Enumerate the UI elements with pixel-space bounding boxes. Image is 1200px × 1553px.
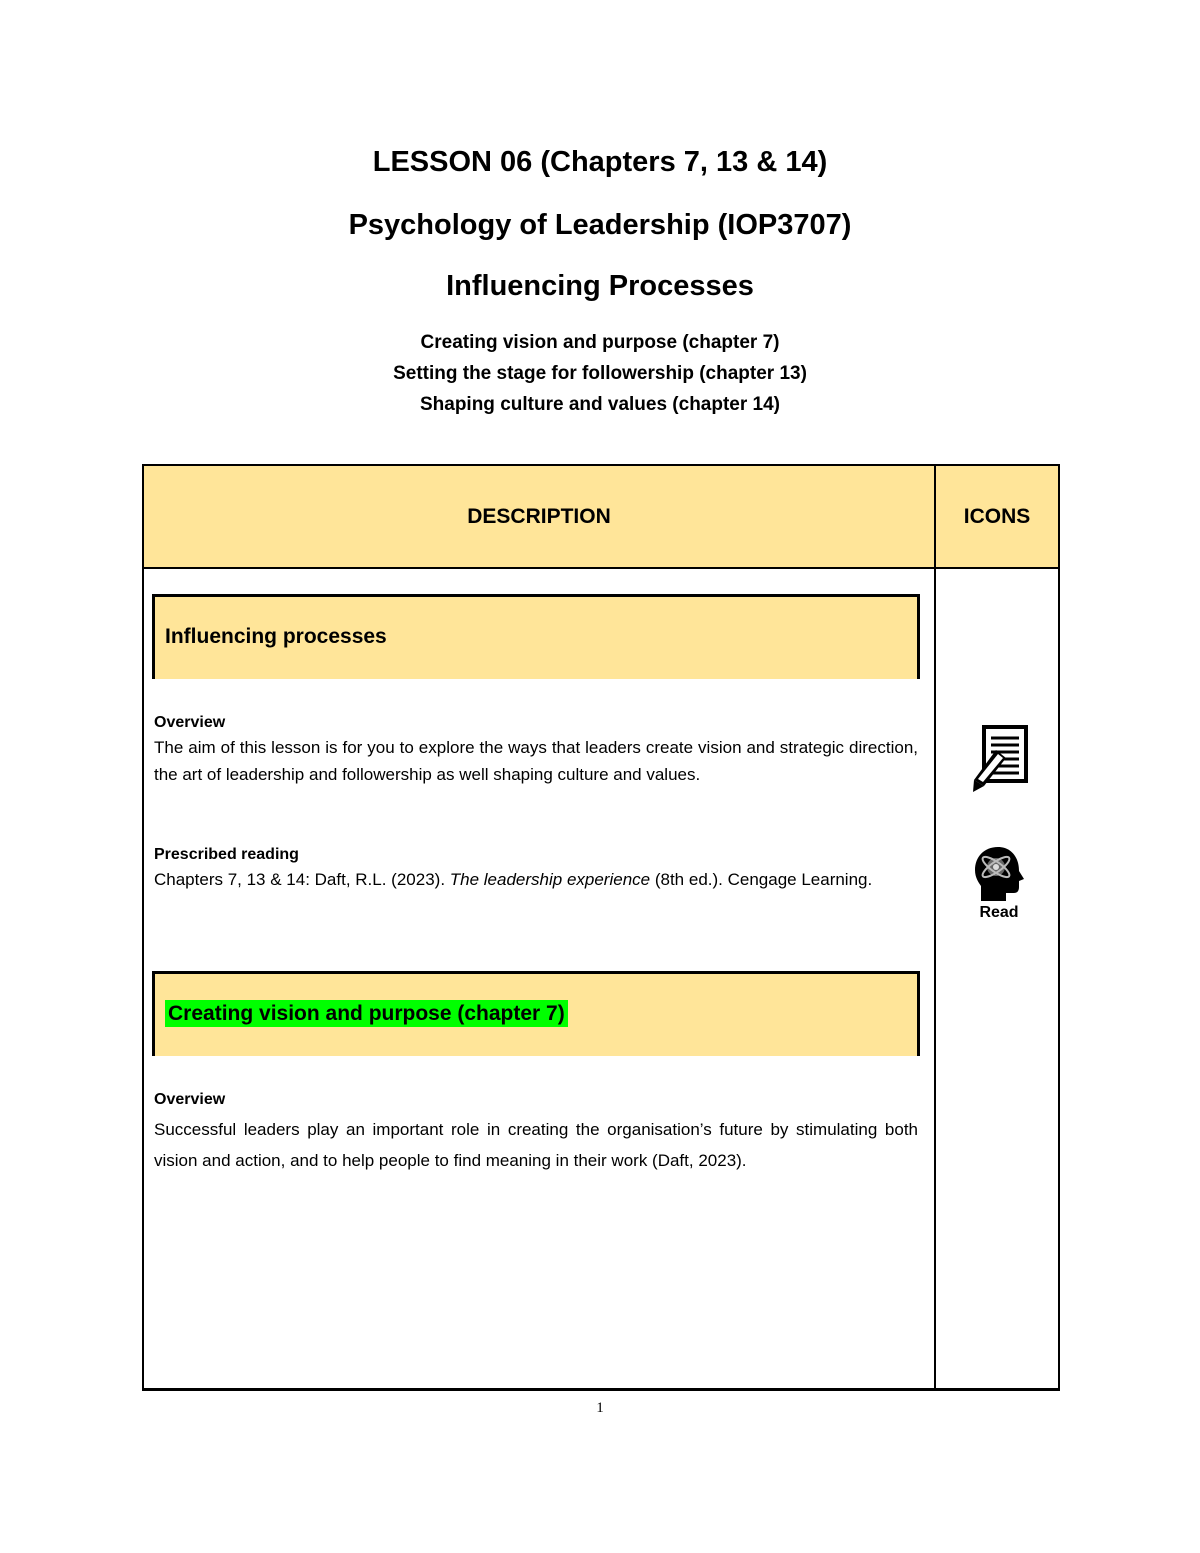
- head-read-icon: [970, 845, 1028, 908]
- table-header: [144, 466, 1058, 569]
- subtopic-1: Creating vision and purpose (chapter 7): [420, 332, 780, 353]
- col-icons-header: ICONS: [963, 504, 1031, 528]
- section-title-vision-highlight: Creating vision and purpose (chapter 7): [165, 1000, 568, 1027]
- section-title-influencing: Influencing processes: [165, 625, 387, 648]
- reading-book-title: The leadership experience: [449, 870, 651, 889]
- column-divider: [934, 466, 936, 1388]
- overview-text-1: The aim of this lesson is for you to explore the ways that leaders create vision and strategic direction, the art of leadership and followership as well shaping culture and values.: [154, 738, 918, 784]
- course-title: Psychology of Leadership (IOP3707): [348, 209, 852, 241]
- reading-label: Prescribed reading: [154, 846, 299, 863]
- read-label: Read: [979, 904, 1019, 921]
- col-description-header: DESCRIPTION: [467, 504, 611, 528]
- lesson-table: [142, 464, 1060, 1391]
- topic-title: Influencing Processes: [446, 270, 754, 302]
- reading-text: [154, 866, 918, 893]
- subtopic-3: Shaping culture and values (chapter 14): [419, 394, 781, 415]
- overview-text-2: Successful leaders play an important role in creating the organisation’s future by stimulating both vision and action, and to help people to find meaning in their work (Daft, 2023).: [154, 1120, 918, 1170]
- reading-suffix: (8th ed.). Cengage Learning.: [650, 870, 873, 889]
- subtopic-2: Setting the stage for followership (chapter 13): [393, 363, 807, 384]
- section-title-vision: [165, 1002, 568, 1026]
- lesson-title: LESSON 06 (Chapters 7, 13 & 14): [372, 146, 828, 178]
- section-box-influencing: [152, 594, 920, 679]
- page-number: 1: [596, 1400, 604, 1416]
- reading-prefix: Chapters 7, 13 & 14: Daft, R.L. (2023).: [154, 870, 450, 889]
- overview-label-1: Overview: [154, 714, 226, 731]
- notes-pencil-icon: [970, 724, 1030, 801]
- section-box-vision: [152, 971, 920, 1056]
- overview-label-2: Overview: [154, 1091, 226, 1108]
